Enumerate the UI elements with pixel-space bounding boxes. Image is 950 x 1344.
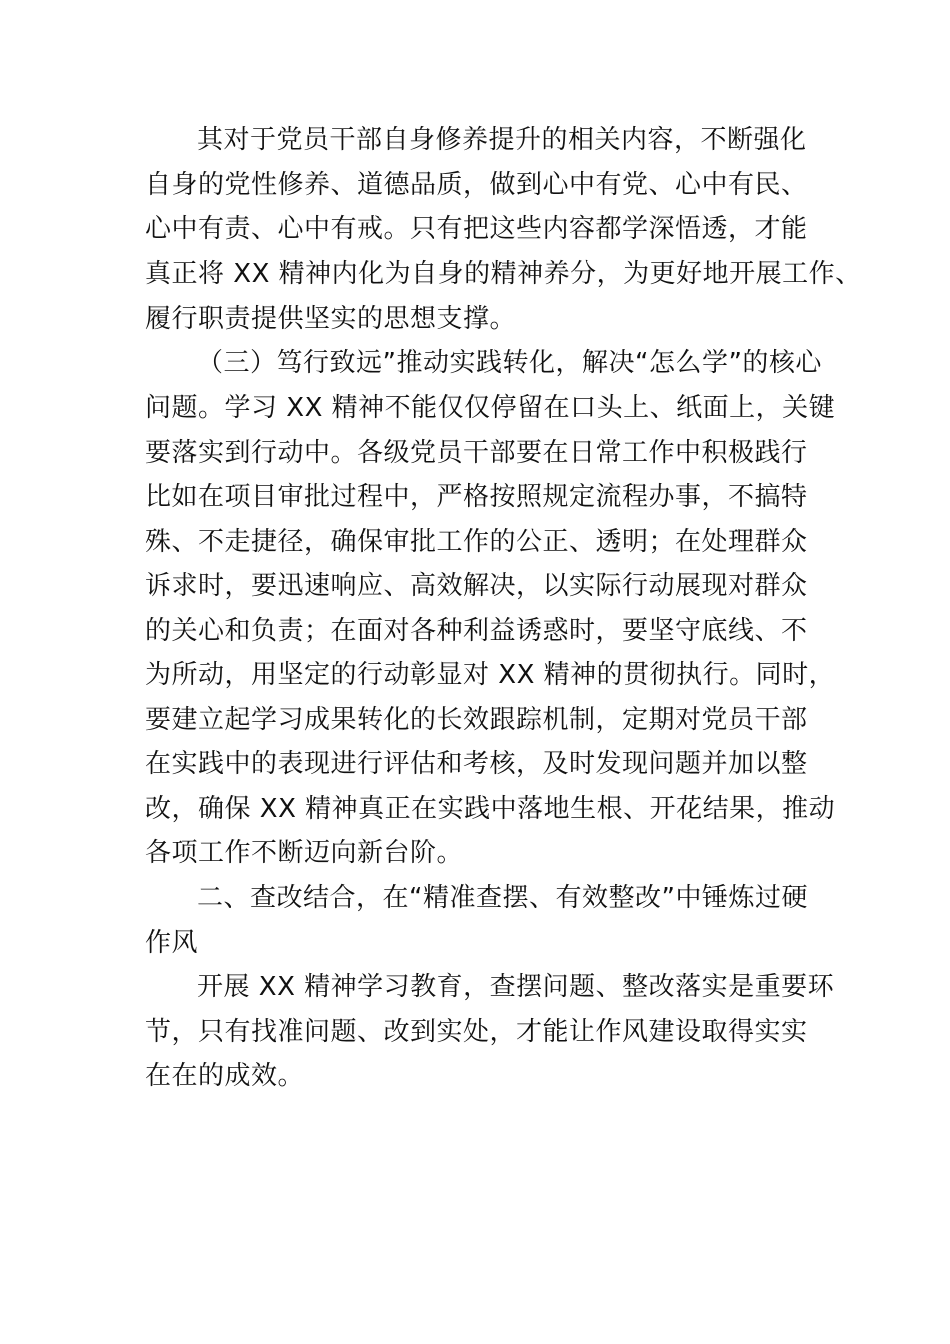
text-line: 在在的成效。 <box>145 1061 305 1091</box>
section-heading-line: （三）笃行致远”推动实践转化，解决“怎么学”的核心 <box>197 348 822 378</box>
text-line: 心中有责、心中有戒。只有把这些内容都学深悟透，才能 <box>145 214 808 244</box>
text-line: 要建立起学习成果转化的长效跟踪机制，定期对党员干部 <box>145 705 808 735</box>
text-line: 其对于党员干部自身修养提升的相关内容，不断强化 <box>197 125 807 155</box>
text-line: 问题。学习 XX 精神不能仅仅停留在口头上、纸面上，关键 <box>145 393 836 423</box>
text-line: 殊、不走捷径，确保审批工作的公正、透明；在处理群众 <box>145 527 808 557</box>
text-line: 履行职责提供坚实的思想支撑。 <box>145 304 517 334</box>
text-line: 真正将 XX 精神内化为自身的精神养分，为更好地开展工作、 <box>145 259 862 289</box>
text-line: 各项工作不断迈向新台阶。 <box>145 838 464 868</box>
text-line: 自身的党性修养、道德品质，做到心中有党、心中有民、 <box>145 170 808 200</box>
text-line: 比如在项目审批过程中，严格按照规定流程办事，不搞特 <box>145 482 808 512</box>
text-line: 诉求时，要迅速响应、高效解决，以实际行动展现对群众 <box>145 571 808 601</box>
text-line: 改，确保 XX 精神真正在实践中落地生根、开花结果，推动 <box>145 794 836 824</box>
section-heading-line: 二、查改结合，在“精准查摆、有效整改”中锤炼过硬 <box>197 883 808 913</box>
text-line: 节，只有找准问题、改到实处，才能让作风建设取得实实 <box>145 1017 808 1047</box>
text-line: 在实践中的表现进行评估和考核，及时发现问题并加以整 <box>145 749 808 779</box>
text-line: 开展 XX 精神学习教育，查摆问题、整改落实是重要环 <box>197 972 835 1002</box>
text-line: 要落实到行动中。各级党员干部要在日常工作中积极践行 <box>145 438 808 468</box>
text-line: 的关心和负责；在面对各种利益诱惑时，要坚守底线、不 <box>145 616 808 646</box>
section-heading-line: 作风 <box>145 928 199 958</box>
text-line: 为所动，用坚定的行动彰显对 XX 精神的贯彻执行。同时， <box>145 660 836 690</box>
